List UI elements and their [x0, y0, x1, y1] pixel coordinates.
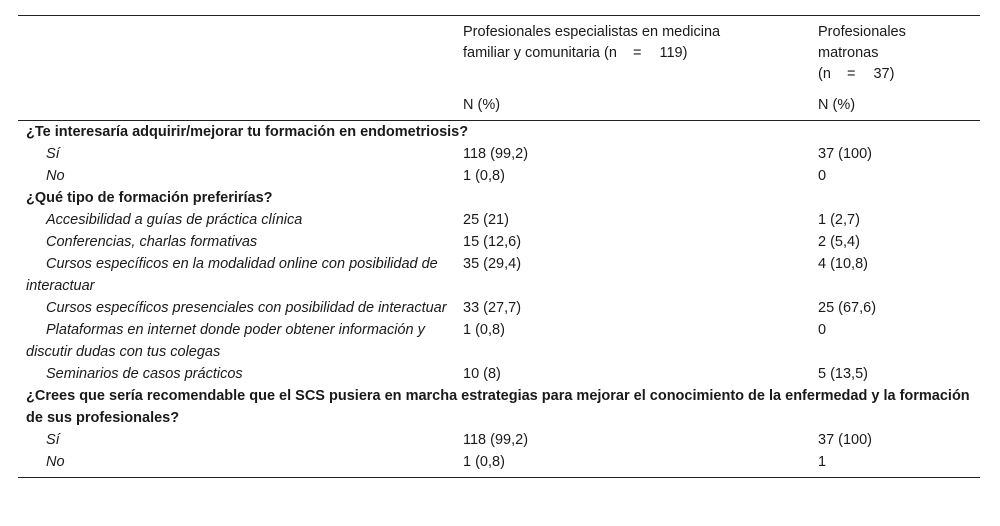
row-label: Cursos específicos presenciales con posibilidad de interactuar	[46, 300, 447, 316]
row-value-midwives: 5 (13,5)	[818, 366, 868, 382]
section-question-row	[18, 187, 980, 209]
row-value-specialists: 1 (0,8)	[463, 168, 505, 184]
header-col3-line2: matronas	[818, 45, 879, 61]
row-label: Cursos específicos en la modalidad online con posibilidad de interactuar	[26, 256, 438, 294]
row-value-specialists: 1 (0,8)	[455, 451, 810, 478]
row-value-midwives: 25 (67,6)	[818, 300, 877, 316]
row-value-midwives: 37 (100)	[818, 146, 873, 162]
table-row	[18, 143, 980, 165]
header-col2-n: 119)	[659, 45, 688, 61]
row-label: Sí	[46, 432, 60, 448]
row-label: Sí	[46, 146, 60, 162]
table-row	[18, 165, 980, 187]
row-value-midwives: 4 (10,8)	[818, 256, 868, 272]
section-question: ¿Qué tipo de formación preferirías?	[26, 190, 273, 206]
row-value-specialists: 118 (99,2)	[463, 146, 529, 162]
row-label: No	[46, 168, 65, 184]
header-unit-empty	[18, 95, 455, 121]
header-unit-col3: N (%)	[810, 95, 980, 121]
header-col2-line1: Profesionales especialistas en medicina	[463, 24, 721, 40]
survey-table	[18, 15, 980, 478]
row-value-midwives: 37 (100)	[818, 432, 873, 448]
header-col2-line2: familiar y comunitaria (n	[463, 45, 617, 61]
header-unit-col2: N (%)	[455, 95, 810, 121]
row-label: Plataformas en internet donde poder obtener información y discutir dudas con tus colegas	[26, 322, 425, 360]
row-value-specialists: 10 (8)	[463, 366, 501, 382]
section-question-row	[18, 385, 980, 429]
row-value-specialists: 15 (12,6)	[463, 234, 522, 250]
row-value-specialists: 25 (21)	[463, 212, 509, 228]
table-row	[18, 297, 980, 319]
row-label: No	[18, 451, 455, 478]
header-row	[18, 16, 980, 96]
table-row	[18, 363, 980, 385]
header-col2-eq: =	[632, 45, 642, 61]
header-col3-line1: Profesionales	[818, 24, 906, 40]
table-row	[18, 253, 980, 297]
row-value-midwives: 1	[810, 451, 980, 478]
row-value-midwives: 2 (5,4)	[818, 234, 860, 250]
row-value-specialists: 33 (27,7)	[463, 300, 522, 316]
section-question-row	[18, 121, 980, 144]
section-question: ¿Te interesaría adquirir/mejorar tu formación en endometriosis?	[26, 124, 469, 140]
header-col3-eq: =	[846, 66, 856, 82]
header-unit-row	[18, 95, 980, 121]
row-label: Conferencias, charlas formativas	[46, 234, 258, 250]
row-label: Seminarios de casos prácticos	[46, 366, 243, 382]
row-value-specialists: 1 (0,8)	[463, 322, 505, 338]
table-row	[18, 319, 980, 363]
header-empty-cell	[18, 16, 455, 96]
row-value-midwives: 1 (2,7)	[818, 212, 860, 228]
row-label: Accesibilidad a guías de práctica clínica	[46, 212, 303, 228]
table-row	[18, 429, 980, 451]
table-row	[18, 209, 980, 231]
header-col3-n-open: (n	[818, 66, 831, 82]
table-row	[18, 231, 980, 253]
row-value-midwives: 0	[818, 322, 827, 338]
header-col-midwives	[810, 16, 980, 96]
row-value-specialists: 118 (99,2)	[463, 432, 529, 448]
header-col-specialists	[455, 16, 810, 96]
row-value-midwives: 0	[818, 168, 827, 184]
row-value-specialists: 35 (29,4)	[463, 256, 522, 272]
section-question: ¿Crees que sería recomendable que el SCS pusiera en marcha estrategias para mejorar el conocimiento de la enfermedad y la formación de sus profesionales?	[26, 388, 970, 426]
header-col3-n: 37)	[873, 66, 895, 82]
table-row	[18, 451, 980, 478]
